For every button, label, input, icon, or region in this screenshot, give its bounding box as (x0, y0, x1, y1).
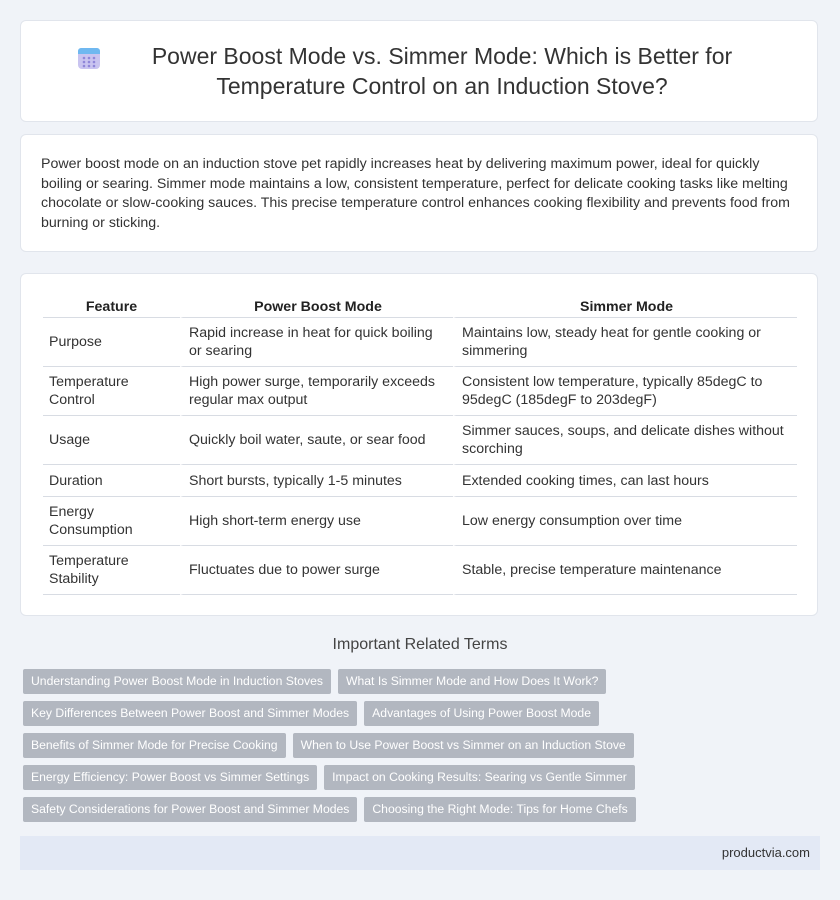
cell-feature: Energy Consumption (43, 497, 180, 546)
comparison-card (20, 273, 818, 616)
cell-feature: Temperature Stability (43, 546, 180, 595)
header-power-boost: Power Boost Mode (180, 293, 453, 318)
header-feature: Feature (43, 293, 180, 318)
table-row (43, 465, 797, 497)
intro-card (20, 134, 818, 252)
related-term-tag[interactable]: Safety Considerations for Power Boost and Simmer Modes (23, 797, 357, 822)
header-simmer: Simmer Mode (453, 293, 797, 318)
footer-site-link[interactable]: productvia.com (721, 845, 810, 860)
cell-feature: Usage (43, 416, 180, 465)
cell-power-boost: High short-term energy use (180, 497, 453, 546)
cell-power-boost: Quickly boil water, saute, or sear food (180, 416, 453, 465)
related-term-tag[interactable]: What Is Simmer Mode and How Does It Work? (338, 669, 606, 694)
cell-simmer: Simmer sauces, soups, and delicate dishes without scorching (453, 416, 797, 465)
table-row (43, 497, 797, 546)
footer (20, 836, 820, 870)
related-term-tag[interactable]: Understanding Power Boost Mode in Induction Stoves (23, 669, 331, 694)
cell-power-boost: High power surge, temporarily exceeds regular max output (180, 367, 453, 416)
related-term-tag[interactable]: Choosing the Right Mode: Tips for Home Chefs (364, 797, 635, 822)
related-term-tag[interactable]: Advantages of Using Power Boost Mode (364, 701, 599, 726)
related-terms-heading: Important Related Terms (332, 636, 508, 653)
cell-simmer: Maintains low, steady heat for gentle cooking or simmering (453, 318, 797, 367)
related-term-tag[interactable]: Impact on Cooking Results: Searing vs Gentle Simmer (324, 765, 635, 790)
cell-power-boost: Short bursts, typically 1-5 minutes (180, 465, 453, 497)
table-row (43, 416, 797, 465)
cell-simmer: Consistent low temperature, typically 85degC to 95degC (185degF to 203degF) (453, 367, 797, 416)
cell-power-boost: Rapid increase in heat for quick boiling or searing (180, 318, 453, 367)
cell-feature: Temperature Control (43, 367, 180, 416)
calendar-icon (76, 45, 102, 71)
cell-simmer: Extended cooking times, can last hours (453, 465, 797, 497)
cell-simmer: Stable, precise temperature maintenance (453, 546, 797, 595)
cell-feature: Duration (43, 465, 180, 497)
cell-simmer: Low energy consumption over time (453, 497, 797, 546)
related-term-tag[interactable]: Benefits of Simmer Mode for Precise Cooking (23, 733, 286, 758)
table-row (43, 546, 797, 595)
table-row (43, 318, 797, 367)
related-term-tag[interactable]: Key Differences Between Power Boost and Simmer Modes (23, 701, 357, 726)
related-term-tag[interactable]: When to Use Power Boost vs Simmer on an Induction Stove (293, 733, 634, 758)
related-terms-list (23, 669, 823, 829)
table-row (43, 367, 797, 416)
cell-power-boost: Fluctuates due to power surge (180, 546, 453, 595)
page-title: Power Boost Mode vs. Simmer Mode: Which is Better for Temperature Control on an Induction Stove? (151, 43, 733, 99)
cell-feature: Purpose (43, 318, 180, 367)
comparison-table (43, 293, 797, 595)
intro-paragraph: Power boost mode on an induction stove pet rapidly increases heat by delivering maximum power, ideal for quickly boiling or searing. Simmer mode maintains a low, consistent temperature, perfect for delicate cooking tasks like melting chocolate or slow-cooking sauces. This precise temperature control enhances cooking flexibility and prevents food from burning or sticking. (41, 156, 790, 231)
title-card (20, 20, 818, 122)
table-header-row (43, 293, 797, 318)
related-term-tag[interactable]: Energy Efficiency: Power Boost vs Simmer Settings (23, 765, 317, 790)
